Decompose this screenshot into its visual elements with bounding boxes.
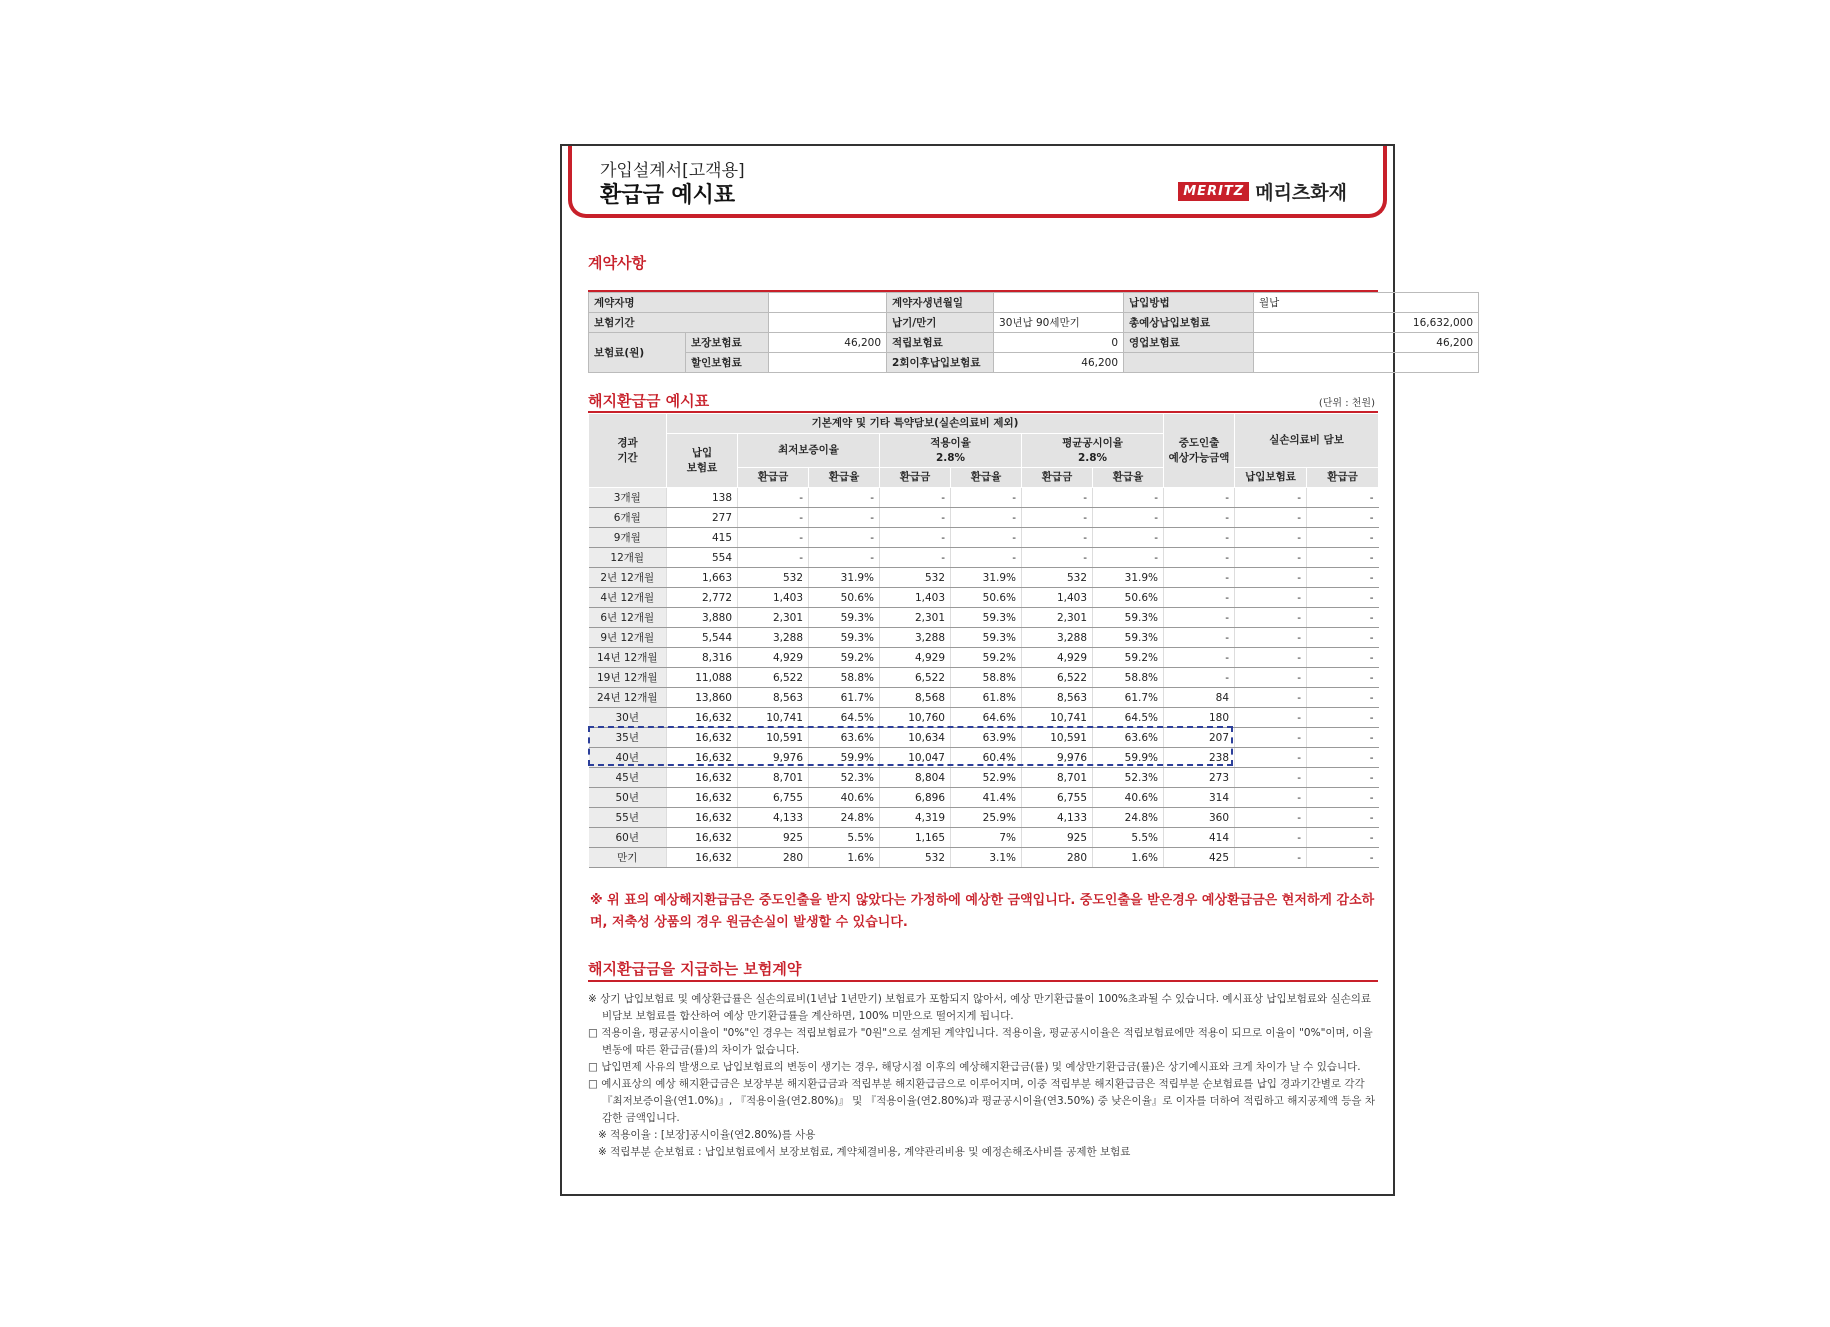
table-cell: - (1235, 668, 1307, 688)
table-cell: 532 (880, 568, 951, 588)
table-cell: 58.8% (1093, 668, 1164, 688)
table-cell: - (951, 528, 1022, 548)
table-cell: 5.5% (1093, 828, 1164, 848)
table-cell: 84 (1164, 688, 1235, 708)
company-logo (1178, 178, 1347, 205)
table-cell: - (1164, 628, 1235, 648)
contract-row (589, 353, 1479, 373)
period-cell: 6년 12개월 (589, 608, 667, 628)
table-cell: - (1022, 488, 1093, 508)
period-cell: 40년 (589, 748, 667, 768)
table-cell: 4,319 (880, 808, 951, 828)
table-cell: 6,522 (880, 668, 951, 688)
table-cell: - (1164, 568, 1235, 588)
period-cell: 9개월 (589, 528, 667, 548)
table-cell: 31.9% (809, 568, 880, 588)
note-item: □ 예시표상의 예상 해지환급금은 보장부분 해지환급금과 적립부분 해지환급금으로 이루어지며, 이중 적립부분 해지환급금은 적립부분 순보험료를 납입 경과기간별로 각각 『최저보증이율(연1.0%)』, 『적용이율(연2.80%)』 및 『적용이율(연2.80%)과 평균공시이율(연3.50%) 중 낮은이율』로 이자를 더하여 적립하고 해지공제액 등을 차감한 금액입니다. (588, 1078, 1376, 1124)
contract-value: 46,200 (994, 353, 1124, 373)
table-cell: 532 (880, 848, 951, 868)
table-cell: - (1307, 528, 1379, 548)
table-cell: - (1307, 788, 1379, 808)
table-cell: 59.9% (1093, 748, 1164, 768)
table-cell: 16,632 (667, 828, 738, 848)
table-cell: 59.2% (809, 648, 880, 668)
contract-row (589, 333, 1479, 353)
table-cell: 64.5% (809, 708, 880, 728)
period-cell: 35년 (589, 728, 667, 748)
contract-value: 46,200 (1254, 333, 1479, 353)
table-row (589, 528, 1379, 548)
table-row (589, 488, 1379, 508)
table-cell: 415 (667, 528, 738, 548)
table-cell: 1,165 (880, 828, 951, 848)
table-cell: - (738, 488, 809, 508)
table-cell: - (880, 508, 951, 528)
table-cell: 24.8% (809, 808, 880, 828)
header-ratio: 환급율 (1093, 468, 1164, 488)
contract-label: 계약자명 (589, 293, 769, 313)
table-cell: - (1307, 848, 1379, 868)
table-cell: 59.3% (951, 628, 1022, 648)
table-cell: 6,755 (1022, 788, 1093, 808)
table-cell: 554 (667, 548, 738, 568)
contract-value (994, 293, 1124, 313)
refund-table (588, 413, 1379, 868)
period-cell: 4년 12개월 (589, 588, 667, 608)
table-cell: 7% (951, 828, 1022, 848)
table-cell: 3,288 (880, 628, 951, 648)
table-cell: 31.9% (951, 568, 1022, 588)
contract-label: 2회이후납입보험료 (887, 353, 994, 373)
table-cell: 59.3% (1093, 628, 1164, 648)
highlight-box (588, 726, 1233, 766)
contract-label: 총예상납입보험료 (1124, 313, 1254, 333)
table-cell: - (1164, 528, 1235, 548)
table-cell: - (1307, 668, 1379, 688)
table-cell: 61.8% (951, 688, 1022, 708)
table-cell: 61.7% (809, 688, 880, 708)
table-cell: 8,701 (1022, 768, 1093, 788)
table-cell: 59.3% (951, 608, 1022, 628)
table-row (589, 548, 1379, 568)
table-cell: 16,632 (667, 808, 738, 828)
header-ratio: 환급율 (951, 468, 1022, 488)
table-cell: 50.6% (1093, 588, 1164, 608)
table-cell: - (1164, 488, 1235, 508)
header-withdraw: 중도인출 예상가능금액 (1164, 414, 1235, 488)
table-cell: 10,741 (1022, 708, 1093, 728)
header-refund: 환급금 (1022, 468, 1093, 488)
table-cell: - (1307, 708, 1379, 728)
table-cell: 414 (1164, 828, 1235, 848)
table-cell: 24.8% (1093, 808, 1164, 828)
note-sub-item: ※ 적립부분 순보험료 : 납입보험료에서 보장보험료, 계약체결비용, 계약관리비용 및 예정손해조사비를 공제한 보험료 (598, 1146, 1131, 1158)
table-cell: 4,133 (738, 808, 809, 828)
header-refund: 환급금 (880, 468, 951, 488)
contract-label: 계약자생년월일 (887, 293, 994, 313)
table-cell: 58.8% (809, 668, 880, 688)
table-cell: 58.8% (951, 668, 1022, 688)
table-cell: 8,568 (880, 688, 951, 708)
table-cell: - (1093, 548, 1164, 568)
table-cell: 16,632 (667, 768, 738, 788)
table-cell: 925 (1022, 828, 1093, 848)
table-cell: 3,288 (738, 628, 809, 648)
table-cell: - (880, 528, 951, 548)
table-cell: - (1235, 608, 1307, 628)
table-cell: - (1235, 748, 1307, 768)
header-medical: 실손의료비 담보 (1235, 414, 1379, 468)
notes-rule (588, 980, 1378, 982)
period-cell: 19년 12개월 (589, 668, 667, 688)
table-cell: 5,544 (667, 628, 738, 648)
header-min-rate: 최저보증이율 (738, 434, 880, 468)
table-cell: 8,563 (1022, 688, 1093, 708)
table-cell: 40.6% (1093, 788, 1164, 808)
period-cell: 12개월 (589, 548, 667, 568)
table-cell: - (1164, 508, 1235, 528)
table-cell: 52.3% (1093, 768, 1164, 788)
table-row (589, 648, 1379, 668)
table-row (589, 628, 1379, 648)
table-cell: - (951, 488, 1022, 508)
table-cell: - (1235, 548, 1307, 568)
table-row (589, 708, 1379, 728)
contract-label: 영업보험료 (1124, 333, 1254, 353)
table-cell: 6,755 (738, 788, 809, 808)
table-cell: 1,403 (738, 588, 809, 608)
table-cell: 207 (1164, 728, 1235, 748)
table-cell: - (1164, 608, 1235, 628)
table-cell: - (1164, 588, 1235, 608)
contract-section-title: 계약사항 (588, 254, 646, 272)
table-row (589, 828, 1379, 848)
table-cell: - (1235, 728, 1307, 748)
contract-table (588, 292, 1479, 373)
refund-section-title: 해지환급금 예시표 (588, 392, 710, 410)
table-cell: - (880, 488, 951, 508)
table-cell: 532 (1022, 568, 1093, 588)
table-cell: 59.2% (1093, 648, 1164, 668)
contract-value: 46,200 (769, 333, 887, 353)
table-cell: 31.9% (1093, 568, 1164, 588)
header-paid: 납입 보험료 (667, 434, 738, 488)
table-cell: 1.6% (809, 848, 880, 868)
contract-row (589, 313, 1479, 333)
table-cell: - (1235, 848, 1307, 868)
table-cell: 273 (1164, 768, 1235, 788)
table-cell: - (1307, 548, 1379, 568)
contract-value (1254, 353, 1479, 373)
table-cell: - (1307, 568, 1379, 588)
table-cell: 64.5% (1093, 708, 1164, 728)
document-page (560, 144, 1474, 1196)
table-cell: 52.3% (809, 768, 880, 788)
table-cell: 3.1% (951, 848, 1022, 868)
table-row (589, 668, 1379, 688)
table-cell: - (1164, 548, 1235, 568)
table-cell: - (1235, 628, 1307, 648)
table-cell: 5.5% (809, 828, 880, 848)
table-cell: 3,880 (667, 608, 738, 628)
table-cell: 41.4% (951, 788, 1022, 808)
table-cell: 25.9% (951, 808, 1022, 828)
table-cell: - (1307, 648, 1379, 668)
table-cell: 360 (1164, 808, 1235, 828)
contract-value (769, 293, 887, 313)
table-row (589, 508, 1379, 528)
table-cell: 59.9% (809, 748, 880, 768)
table-cell: - (809, 508, 880, 528)
contract-value: 0 (994, 333, 1124, 353)
header-applied-rate: 적용이율 2.8% (880, 434, 1022, 468)
table-cell: 63.9% (951, 728, 1022, 748)
table-cell: 10,741 (738, 708, 809, 728)
contract-row (589, 293, 1479, 313)
contract-label: 보험기간 (589, 313, 769, 333)
contract-value: 30년납 90세만기 (994, 313, 1124, 333)
header-ratio: 환급율 (809, 468, 880, 488)
table-cell: 6,522 (738, 668, 809, 688)
table-cell: 11,088 (667, 668, 738, 688)
contract-label: 적립보험료 (887, 333, 994, 353)
table-cell: 63.6% (809, 728, 880, 748)
header-medical-paid: 납입보험료 (1235, 468, 1307, 488)
table-cell: 10,591 (738, 728, 809, 748)
table-cell: - (1022, 508, 1093, 528)
table-cell: - (1307, 628, 1379, 648)
header-refund: 환급금 (738, 468, 809, 488)
table-cell: - (951, 508, 1022, 528)
table-cell: 59.2% (951, 648, 1022, 668)
table-cell: 52.9% (951, 768, 1022, 788)
table-row (589, 848, 1379, 868)
document-title: 환급금 예시표 (600, 183, 736, 208)
table-cell: - (1164, 668, 1235, 688)
table-cell: 16,632 (667, 848, 738, 868)
notes-section-title: 해지환급금을 지급하는 보험계약 (588, 960, 802, 978)
note-item: ※ 상기 납입보험료 및 예상환급률은 실손의료비(1년납 1년만기) 보험료가 포함되지 않아서, 예상 만기환급률이 100%초과될 수 있습니다. 예시표상 납입보험료와 실손의료비담보 보험료를 합산하여 예상 만기환급률을 계산하면, 100% 미만으로 떨어지게 됩니다. (588, 993, 1372, 1022)
table-cell: 4,133 (1022, 808, 1093, 828)
table-cell: 50.6% (809, 588, 880, 608)
table-cell: - (1235, 588, 1307, 608)
table-cell: 2,301 (1022, 608, 1093, 628)
contract-label: 납입방법 (1124, 293, 1254, 313)
contract-value (769, 353, 887, 373)
table-cell: - (1307, 828, 1379, 848)
table-cell: 1,403 (880, 588, 951, 608)
table-cell: 60.4% (951, 748, 1022, 768)
table-cell: 4,929 (880, 648, 951, 668)
table-cell: - (1235, 688, 1307, 708)
table-cell: - (1307, 728, 1379, 748)
table-cell: 9,976 (738, 748, 809, 768)
header-period: 경과 기간 (589, 414, 667, 488)
period-cell: 9년 12개월 (589, 628, 667, 648)
table-cell: - (738, 528, 809, 548)
table-cell: 238 (1164, 748, 1235, 768)
table-cell: 314 (1164, 788, 1235, 808)
table-cell: 280 (1022, 848, 1093, 868)
table-cell: - (1093, 528, 1164, 548)
table-cell: 16,632 (667, 788, 738, 808)
table-cell: 4,929 (1022, 648, 1093, 668)
table-cell: - (1307, 508, 1379, 528)
table-cell: - (1022, 528, 1093, 548)
contract-label: 할인보험료 (686, 353, 769, 373)
table-row (589, 808, 1379, 828)
table-cell: 10,047 (880, 748, 951, 768)
table-cell: - (738, 508, 809, 528)
table-cell: 10,760 (880, 708, 951, 728)
table-cell: 1,663 (667, 568, 738, 588)
period-cell: 24년 12개월 (589, 688, 667, 708)
table-cell: 59.3% (809, 628, 880, 648)
table-row (589, 768, 1379, 788)
table-cell: - (809, 488, 880, 508)
table-cell: 138 (667, 488, 738, 508)
table-row (589, 788, 1379, 808)
contract-label (1124, 353, 1254, 373)
table-cell: - (1307, 488, 1379, 508)
table-cell: - (1307, 748, 1379, 768)
table-cell: 59.3% (809, 608, 880, 628)
table-cell: - (1307, 588, 1379, 608)
table-cell: 16,632 (667, 748, 738, 768)
table-cell: 63.6% (1093, 728, 1164, 748)
header-frame (568, 146, 1387, 218)
table-row (589, 568, 1379, 588)
table-cell: 280 (738, 848, 809, 868)
table-cell: 8,563 (738, 688, 809, 708)
period-cell: 2년 12개월 (589, 568, 667, 588)
table-cell: 64.6% (951, 708, 1022, 728)
table-cell: 8,701 (738, 768, 809, 788)
contract-label: 납기/만기 (887, 313, 994, 333)
header-medical-refund: 환급금 (1307, 468, 1379, 488)
table-cell: - (880, 548, 951, 568)
table-row (589, 688, 1379, 708)
header-group: 기본계약 및 기타 특약담보(실손의료비 제외) (667, 414, 1164, 434)
table-cell: - (809, 528, 880, 548)
table-cell: 2,772 (667, 588, 738, 608)
table-cell: - (1235, 568, 1307, 588)
table-cell: - (809, 548, 880, 568)
table-cell: 10,591 (1022, 728, 1093, 748)
table-cell: - (951, 548, 1022, 568)
table-cell: 16,632 (667, 708, 738, 728)
table-cell: - (1235, 828, 1307, 848)
table-cell: - (1164, 648, 1235, 668)
logo-mark: MERITZ (1178, 182, 1249, 201)
table-cell: 50.6% (951, 588, 1022, 608)
table-cell: 59.3% (1093, 608, 1164, 628)
table-cell: - (1235, 768, 1307, 788)
table-cell: 1,403 (1022, 588, 1093, 608)
header-avg-rate: 평균공시이율 2.8% (1022, 434, 1164, 468)
table-cell: 425 (1164, 848, 1235, 868)
table-cell: 1.6% (1093, 848, 1164, 868)
premium-label: 보험료(원) (589, 333, 686, 373)
table-cell: - (1235, 648, 1307, 668)
period-cell: 6개월 (589, 508, 667, 528)
table-cell: - (1235, 488, 1307, 508)
period-cell: 55년 (589, 808, 667, 828)
table-cell: - (1022, 548, 1093, 568)
table-cell: 61.7% (1093, 688, 1164, 708)
notes-block (588, 991, 1378, 1161)
table-cell: 925 (738, 828, 809, 848)
unit-label: (단위 : 천원) (1318, 398, 1375, 409)
table-cell: 2,301 (738, 608, 809, 628)
table-cell: 13,860 (667, 688, 738, 708)
table-cell: 10,634 (880, 728, 951, 748)
table-cell: 9,976 (1022, 748, 1093, 768)
table-cell: 6,522 (1022, 668, 1093, 688)
contract-value (769, 313, 887, 333)
note-sub-item: ※ 적용이율 : [보장]공시이율(연2.80%)를 사용 (598, 1129, 816, 1141)
table-cell: - (1235, 808, 1307, 828)
table-cell: - (1235, 788, 1307, 808)
table-cell: 16,632 (667, 728, 738, 748)
table-cell: 2,301 (880, 608, 951, 628)
table-cell: 532 (738, 568, 809, 588)
table-cell: 40.6% (809, 788, 880, 808)
note-item: □ 적용이율, 평균공시이율이 "0%"인 경우는 적립보험료가 "0원"으로 설계된 계약입니다. 적용이율, 평균공시이율은 적립보험료에만 적용이 되므로 이율이 "0%"이며, 이율변동에 따른 환급금(률)의 차이가 없습니다. (588, 1027, 1373, 1056)
period-cell: 60년 (589, 828, 667, 848)
contract-value: 월납 (1254, 293, 1479, 313)
logo-text: 메리츠화재 (1255, 182, 1347, 204)
table-cell: - (1235, 708, 1307, 728)
table-row (589, 588, 1379, 608)
warning-text: ※ 위 표의 예상해지환급금은 중도인출을 받지 않았다는 가정하에 예상한 금액입니다. 중도인출을 받은경우 예상환급금은 현저하게 감소하며, 저축성 상품의 경우 원금손실이 발생할 수 있습니다. (590, 893, 1375, 930)
contract-label: 보장보험료 (686, 333, 769, 353)
table-cell: - (1093, 488, 1164, 508)
period-cell: 45년 (589, 768, 667, 788)
table-cell: 8,316 (667, 648, 738, 668)
table-cell: - (1235, 508, 1307, 528)
period-cell: 3개월 (589, 488, 667, 508)
table-cell: 3,288 (1022, 628, 1093, 648)
document-subtitle: 가입설계서[고객용] (600, 161, 745, 181)
table-cell: - (1307, 688, 1379, 708)
table-cell: - (1093, 508, 1164, 528)
table-cell: - (1307, 608, 1379, 628)
period-cell: 만기 (589, 848, 667, 868)
period-cell: 30년 (589, 708, 667, 728)
table-cell: 180 (1164, 708, 1235, 728)
table-cell: - (1235, 528, 1307, 548)
contract-value: 16,632,000 (1254, 313, 1479, 333)
period-cell: 50년 (589, 788, 667, 808)
table-cell: 277 (667, 508, 738, 528)
table-cell: 6,896 (880, 788, 951, 808)
table-row (589, 608, 1379, 628)
table-cell: 4,929 (738, 648, 809, 668)
table-cell: 8,804 (880, 768, 951, 788)
table-cell: - (1307, 768, 1379, 788)
note-item: □ 납입면제 사유의 발생으로 납입보험료의 변동이 생기는 경우, 해당시점 이후의 예상해지환급금(률) 및 예상만기환급금(률)은 상기예시표와 크게 차이가 날 수 있습니다. (588, 1061, 1361, 1073)
period-cell: 14년 12개월 (589, 648, 667, 668)
table-cell: - (738, 548, 809, 568)
table-cell: - (1307, 808, 1379, 828)
